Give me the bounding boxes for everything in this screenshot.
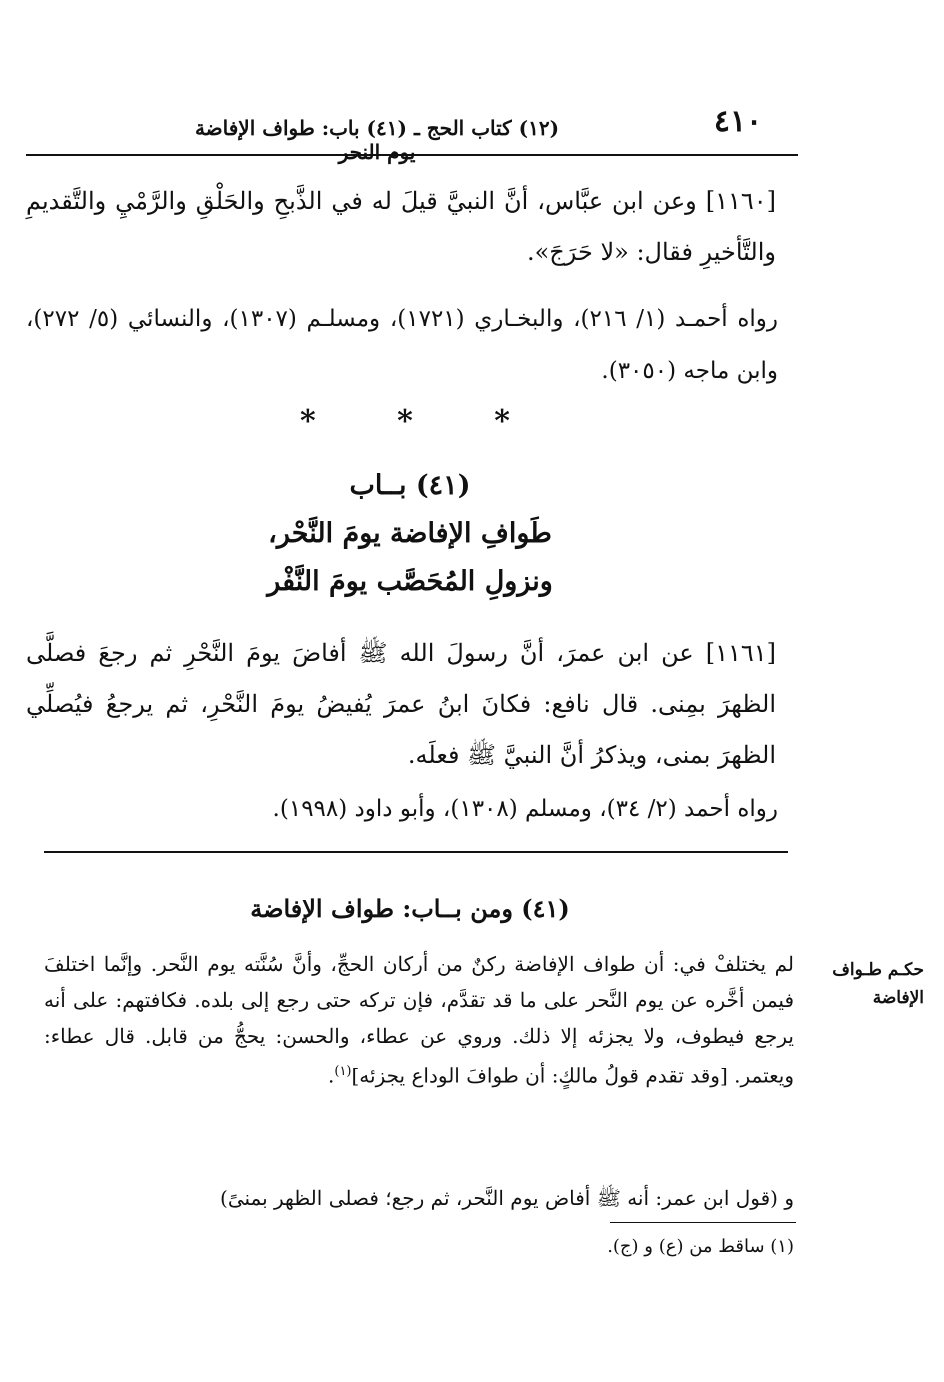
separator-star: * <box>397 404 413 439</box>
chapter-title-line-1: طَوافِ الإفاضة يومَ النَّحْر، <box>268 518 552 549</box>
separator-star: * <box>494 404 510 439</box>
chapter-number: (٤١) بــاب <box>349 470 471 501</box>
commentary-paragraph <box>44 946 794 1094</box>
margin-note: حكـم طـواف الإفاضة <box>832 960 924 1008</box>
chapter-title-line-2: ونزولِ المُحَصَّب يومَ النَّفْر <box>267 566 553 597</box>
hadith-1160-source: رواه أحمـد (١/ ٢١٦)، والبخـاري (١٧٢١)، ومسلـم (١٣٠٧)، والنسائي (٥/ ٢٧٢)، وابن ماجه (٣٠٥٠). <box>26 306 779 384</box>
footnote: (١) ساقط من (ع) و (ج). <box>607 1236 794 1257</box>
hadith-1161-source: رواه أحمد (٢/ ٣٤)، ومسلم (١٣٠٨)، وأبو داود (١٩٩٨). <box>272 796 778 822</box>
hadith-1161-text: [١١٦١] عن ابن عمرَ، أنَّ رسولَ الله ﷺ أفاضَ يومَ النَّحْرِ ثم رجعَ فصلَّى الظهرَ بمِنى. قال نافع: فكانَ ابنُ عمرَ يُفيضُ يومَ النَّحْرِ، ثم يرجعُ فيُصلِّي الظهرَ بمنى، ويذكرُ أنَّ النبيَّ ﷺ فعلَه. <box>26 639 776 769</box>
footnote-divider <box>610 1222 796 1223</box>
section-separator <box>300 404 510 439</box>
separator-star: * <box>300 404 316 439</box>
commentary-period: . <box>328 1063 335 1088</box>
commentary-continuation: و (قول ابن عمر: أنه ﷺ أفاض يوم النَّحر، ثم رجع؛ فصلى الظهر بمنىً) <box>220 1186 794 1210</box>
commentary-divider <box>44 851 788 853</box>
header-divider <box>26 154 798 156</box>
hadith-1160-text: [١١٦٠] وعن ابن عبَّاس، أنَّ النبيَّ قيلَ له في الذَّبحِ والحَلْقِ والرَّمْيِ والتَّقديمِ والتَّأخيرِ فقال: «لا حَرَجَ». <box>26 187 776 266</box>
running-head: (١٢) كتاب الحج ـ (٤١) باب: طواف الإفاضة يوم النحر <box>194 116 560 164</box>
footnote-reference: (١) <box>334 1064 352 1079</box>
page-number: ٤١٠ <box>713 104 763 139</box>
commentary-body: لم يختلفْ في: أن طواف الإفاضة ركنٌ من أركان الحجِّ، وأنَّ سُنَّته يوم النَّحر. وإنَّما اختلفَ فيمن أخَّره عن يوم النَّحر على ما قد تقدَّم، فإن تركه حتى رجع إلى بلده. فكافتهم: على أنه يرجع فيطوف، ولا يجزئه إلا ذلك. وروي عن عطاء، والحسن: يحجُّ من قابل. قال عطاء: ويعتمر. [وقد تقدم قولُ مالكٍ: أن طوافَ الوداع يجزئه] <box>44 952 794 1088</box>
commentary-heading: (٤١) ومن بــاب: طواف الإفاضة <box>250 894 570 923</box>
